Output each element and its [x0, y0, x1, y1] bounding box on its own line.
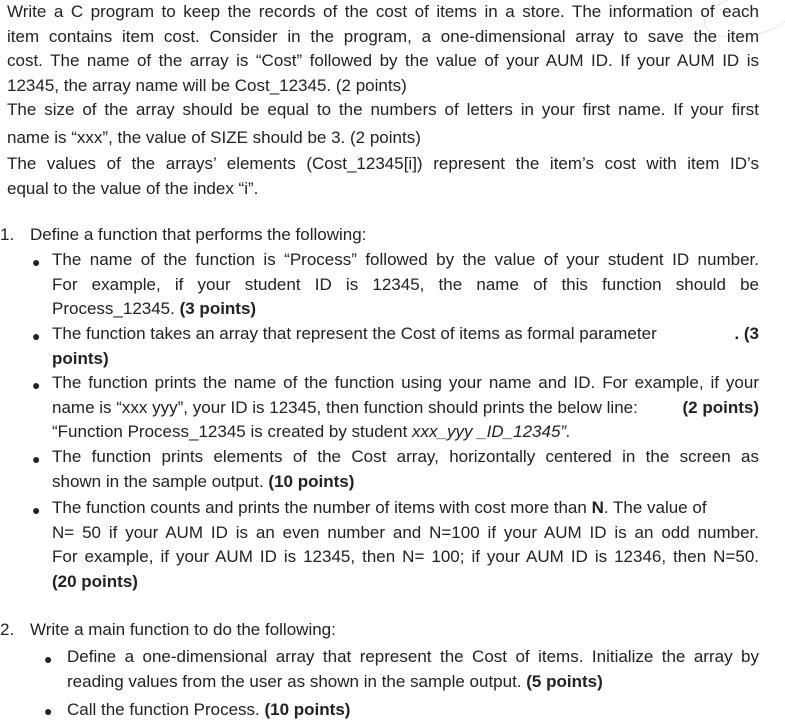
intro-paragraph-1: [7, 0, 759, 98]
q1-b5-text-b: . The value of: [603, 498, 707, 517]
q1-b4-line-1: The function prints elements of the Cost array, horizontally centered in the screen as: [52, 447, 759, 466]
q1-b3-student-id: xxx_yyy _ID_12345”.: [412, 422, 571, 441]
q2-b1-line-2: [67, 670, 759, 695]
bullet-icon: ●: [32, 377, 41, 393]
q2-bullet-2: [67, 698, 759, 723]
intro-p2-line-2: name is “xxx”, the value of SIZE should be 3. (2 points): [7, 127, 421, 147]
q1-b1-line-1: The name of the function is “Process” followed by the value of your student ID number.: [52, 250, 759, 269]
q1-bullet-3: [52, 371, 759, 445]
q1-b1-text: Process_12345.: [52, 299, 180, 318]
bullet-icon: ●: [32, 502, 41, 518]
q2-b1-text: reading values from the user as shown in the sample output.: [67, 671, 527, 691]
q1-b3-line-1: The function prints the name of the function using your name and ID. For example, if your: [52, 373, 759, 392]
intro-p1-line-1: Write a C program to keep the records of the cost of items in a store. The information of each: [7, 2, 759, 21]
q1-b2-points-start: . (3: [734, 324, 759, 343]
intro-p1-line-2: item contains item cost. Consider in the program, a one-dimensional array to save the item: [7, 26, 759, 46]
q1-b5-line-2: N= 50 if your AUM ID is an even number and N=100 if your AUM ID is an odd number.: [52, 522, 759, 542]
intro-p1-line-4: 12345, the array name will be Cost_12345. (2 points): [7, 75, 407, 95]
intro-paragraph-2: [7, 98, 759, 150]
q1-title: Define a function that performs the following:: [30, 225, 367, 244]
q1-b5-n: N: [591, 498, 604, 517]
q2-bullet-1: [67, 645, 759, 694]
bullet-icon: ●: [44, 703, 53, 719]
q1-b5-text-a: The function counts and prints the number of items with cost more than: [52, 498, 592, 517]
q2-b2-line-1: [67, 698, 759, 723]
q1-b3-text: name is “xxx yyy”, your ID is 12345, then function should prints the below line:: [52, 397, 638, 417]
q1-b5-line-1: [52, 496, 759, 521]
q1-b1-points: (3 points): [179, 299, 257, 318]
q1-b2-line-2: points): [52, 348, 109, 368]
q1-b5-line-3: For example, if your AUM ID is 12345, then N= 100; if your AUM ID is 12346, then N=50.: [52, 547, 759, 566]
q1-b5-points: (20 points): [52, 571, 138, 591]
q2-title: Write a main function to do the following:: [30, 620, 336, 639]
q1-b2-text: The function takes an array that represent the Cost of items as formal parameter: [52, 324, 657, 343]
q1-b3-line-2: [52, 396, 759, 421]
q1-b4-line-2: [52, 470, 759, 495]
q1-b4-points: (10 points): [268, 471, 355, 491]
bullet-icon: ●: [44, 651, 53, 667]
q2-b1-line-1: Define a one-dimensional array that represent the Cost of items. Initialize the array by: [67, 647, 759, 666]
intro-p1-line-3: cost. The name of the array is “Cost” followed by the value of your AUM ID. If your AUM ID is: [7, 51, 759, 70]
q1-bullet-2: [52, 322, 759, 371]
q1-b1-line-3: [52, 297, 759, 322]
q2-number: 2.: [0, 620, 15, 639]
bullet-icon: ●: [32, 328, 41, 344]
q1-bullet-4: [52, 445, 759, 494]
q1-b3-quote: “Function Process_12345 is created by student: [52, 422, 413, 441]
q2-b1-points: (5 points): [526, 671, 603, 691]
q2-b2-text: Call the function Process.: [67, 700, 265, 719]
q2-b2-points: (10 points): [264, 700, 351, 719]
bullet-icon: ●: [32, 254, 41, 270]
intro-p3-line-1: The values of the arrays’ elements (Cost_12345[i]) represent the item’s cost with item ID’s: [7, 154, 759, 173]
q1-b4-text: shown in the sample output.: [52, 471, 269, 491]
q1-b1-line-2: For example, if your student ID is 12345, the name of this function should be: [52, 274, 759, 294]
q1-b3-line-3: [52, 420, 759, 445]
q1-number: 1.: [0, 225, 15, 244]
q1-bullet-5: [52, 496, 759, 594]
q1-b3-points: (2 points): [682, 397, 759, 417]
intro-p2-line-1: The size of the array should be equal to the numbers of letters in your first name. If your first: [7, 100, 759, 119]
intro-paragraph-3: [7, 152, 759, 201]
bullet-icon: ●: [32, 451, 41, 467]
intro-p3-line-2: equal to the value of the index “i”.: [7, 178, 259, 198]
q1-bullet-1: [52, 248, 759, 322]
q1-b2-line-1: [52, 322, 759, 347]
